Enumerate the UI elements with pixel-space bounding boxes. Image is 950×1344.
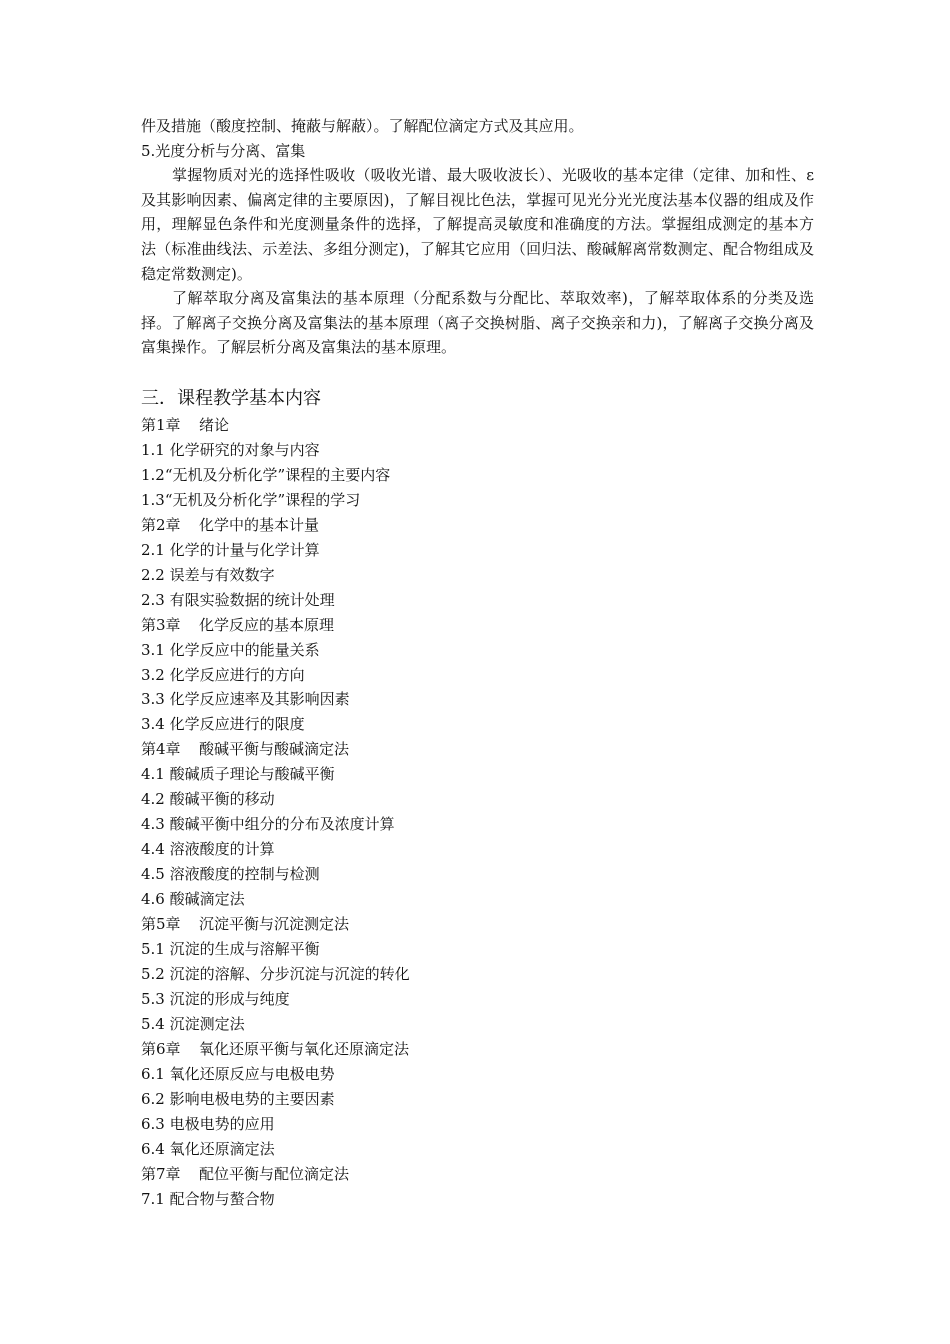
- section-item: 7.1 配合物与螯合物: [141, 1189, 275, 1208]
- section-item: 2.1 化学的计量与化学计算: [141, 540, 320, 559]
- section-item: 3.2 化学反应进行的方向: [141, 665, 305, 684]
- paragraph-photometry: 掌握物质对光的选择性吸收（吸收光谱、最大吸收波长）、光吸收的基本定律（定律、加和性、ε 及其影响因素、偏离定律的主要原因)，了解目视比色法，掌握可见光分光光度法基本仪器的组成及作用，理解显色条件和光度测量条件的选择，了解提高灵敏度和准确度的方法。掌握组成测定的基本方法（标准曲线法、示差法、多组分测定)，了解其它应用（回归法、酸碱解离常数测定、配合物组成及稳定常数测定)。: [141, 166, 814, 283]
- paragraph-continuation: 件及措施（酸度控制、掩蔽与解蔽）。了解配位滴定方式及其应用。: [141, 117, 584, 135]
- chapter-number: 第5章: [141, 915, 181, 934]
- chapter-heading: [141, 413, 801, 438]
- section-item: 5.1 沉淀的生成与溶解平衡: [141, 940, 320, 959]
- chapter-number: 第3章: [141, 615, 181, 634]
- chapter-heading: [141, 613, 801, 638]
- section-item: 4.2 酸碱平衡的移动: [141, 790, 275, 809]
- chapter-title: 酸碱平衡与酸碱滴定法: [199, 740, 350, 759]
- section-item: 2.3 有限实验数据的统计处理: [141, 590, 335, 609]
- chapter-heading: [141, 1037, 801, 1062]
- chapter-title: 化学反应的基本原理: [199, 615, 335, 634]
- section-item: 4.4 溶液酸度的计算: [141, 840, 275, 859]
- section-title: 三．课程教学基本内容: [141, 388, 321, 409]
- section-item: 6.2 影响电极电势的主要因素: [141, 1089, 335, 1108]
- chapter-title: 氧化还原平衡与氧化还原滴定法: [199, 1039, 410, 1058]
- chapter-heading: [141, 912, 801, 937]
- chapter-number: 第4章: [141, 740, 181, 759]
- section-item: 6.3 电极电势的应用: [141, 1114, 275, 1133]
- contents-list: [141, 413, 801, 1212]
- chapter-number: 第1章: [141, 416, 181, 434]
- section-item: 5.4 沉淀测定法: [141, 1014, 245, 1033]
- chapter-title: 绪论: [199, 416, 230, 434]
- section-item: 6.1 氧化还原反应与电极电势: [141, 1064, 335, 1083]
- chapter-number: 第6章: [141, 1039, 181, 1058]
- chapter-title: 配位平衡与配位滴定法: [199, 1164, 350, 1183]
- chapter-title: 沉淀平衡与沉淀测定法: [199, 915, 350, 934]
- section-item: 4.3 酸碱平衡中组分的分布及浓度计算: [141, 815, 395, 834]
- chapter-number: 第7章: [141, 1164, 181, 1183]
- section-item: 1.3“无机及分析化学”课程的学习: [141, 490, 361, 509]
- section-item: 5.3 沉淀的形成与纯度: [141, 989, 290, 1008]
- section-item: 4.5 溶液酸度的控制与检测: [141, 865, 320, 884]
- chapter-title: 化学中的基本计量: [199, 515, 320, 534]
- section-item: 5.2 沉淀的溶解、分步沉淀与沉淀的转化: [141, 964, 410, 983]
- section-item: 6.4 氧化还原滴定法: [141, 1139, 275, 1158]
- section-item: 2.2 误差与有效数字: [141, 565, 275, 584]
- section-item: 4.6 酸碱滴定法: [141, 890, 245, 909]
- section-item: 3.1 化学反应中的能量关系: [141, 640, 320, 659]
- chapter-number: 第2章: [141, 515, 181, 534]
- paragraph-separation: 了解萃取分离及富集法的基本原理（分配系数与分配比、萃取效率)，了解萃取体系的分类及选择。了解离子交换分离及富集法的基本原理（离子交换树脂、离子交换亲和力)，了解离子交换分离及富集操作。了解层析分离及富集法的基本原理。: [141, 289, 814, 357]
- section-item: 3.3 化学反应速率及其影响因素: [141, 690, 350, 709]
- section-item: 1.1 化学研究的对象与内容: [141, 440, 320, 459]
- chapter-heading: [141, 737, 801, 762]
- chapter-heading: [141, 1162, 801, 1187]
- intro-section: [141, 114, 814, 360]
- section-item: 3.4 化学反应进行的限度: [141, 715, 305, 734]
- chapter-heading: [141, 513, 801, 538]
- subsection-heading: 5.光度分析与分离、富集: [141, 141, 306, 160]
- section-item: 4.1 酸碱质子理论与酸碱平衡: [141, 765, 335, 784]
- section-item: 1.2“无机及分析化学”课程的主要内容: [141, 465, 391, 484]
